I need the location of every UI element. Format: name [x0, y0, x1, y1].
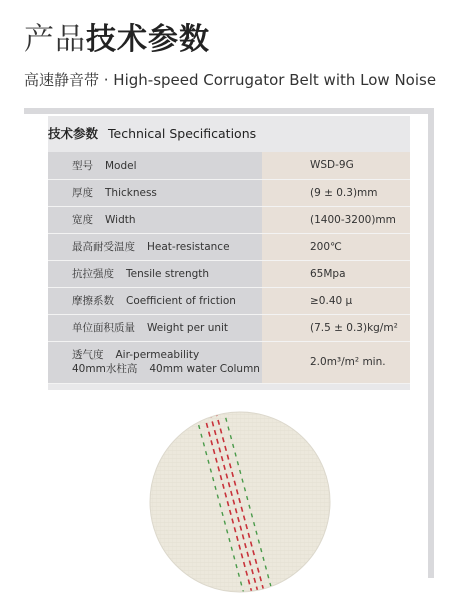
label-zh: 厚度 — [72, 187, 93, 199]
row-value: (7.5 ± 0.3)kg/m² — [262, 314, 410, 341]
table-row — [48, 152, 410, 179]
label-en: Thickness — [105, 187, 157, 199]
row-label — [48, 314, 262, 341]
label-zh: 40mm水柱高 — [72, 363, 138, 375]
label-en: Heat-resistance — [147, 241, 230, 253]
row-label — [48, 287, 262, 314]
table-row — [48, 341, 410, 383]
label-en: Tensile strength — [126, 268, 210, 280]
label-en: Air-permeability — [115, 349, 200, 361]
title-bold: 技术参数 — [86, 22, 210, 57]
row-value: (9 ± 0.3)mm — [262, 179, 410, 206]
label-en: 40mm water Column — [149, 363, 260, 375]
row-value: 65Mpa — [262, 260, 410, 287]
table-row — [48, 206, 410, 233]
subtitle: 高速静音带 · High-speed Corrugator Belt with Low Noise — [24, 71, 437, 89]
row-value: ≥0.40 μ — [262, 287, 410, 314]
table-row — [48, 260, 410, 287]
row-label — [48, 233, 262, 260]
title-light: 产品 — [24, 22, 86, 57]
row-label — [48, 260, 262, 287]
table-row — [48, 287, 410, 314]
label-en: Width — [105, 214, 136, 226]
spec-table — [48, 152, 410, 384]
label-zh: 抗拉强度 — [72, 268, 114, 280]
label-en: Weight per unit — [147, 322, 229, 334]
row-label — [48, 206, 262, 233]
table-heading-en: Technical Specifications — [108, 126, 257, 141]
label-zh: 宽度 — [72, 214, 93, 226]
belt-sample-image — [148, 410, 332, 594]
table-row — [48, 314, 410, 341]
row-label — [48, 341, 262, 383]
label-zh: 摩擦系数 — [72, 295, 114, 307]
label-zh: 透气度 — [72, 349, 104, 361]
page-title — [24, 14, 210, 58]
table-heading — [48, 124, 256, 142]
belt-fabric-graphic — [148, 410, 332, 594]
row-value: WSD-9G — [262, 152, 410, 179]
label-line-2 — [72, 362, 262, 376]
label-en: Model — [105, 159, 137, 172]
label-zh: 单位面积质量 — [72, 322, 135, 334]
table-heading-zh: 技术参数 — [48, 126, 99, 141]
label-line-1 — [72, 348, 262, 362]
row-label — [48, 179, 262, 206]
row-value: 200℃ — [262, 233, 410, 260]
label-zh: 最高耐受温度 — [72, 241, 135, 253]
table-row — [48, 233, 410, 260]
row-value: (1400-3200)mm — [262, 206, 410, 233]
row-label — [48, 152, 262, 179]
table-row — [48, 179, 410, 206]
label-en: Coefficient of friction — [126, 295, 236, 307]
label-zh: 型号 — [72, 159, 93, 172]
row-value: 2.0m³/m² min. — [262, 341, 410, 383]
